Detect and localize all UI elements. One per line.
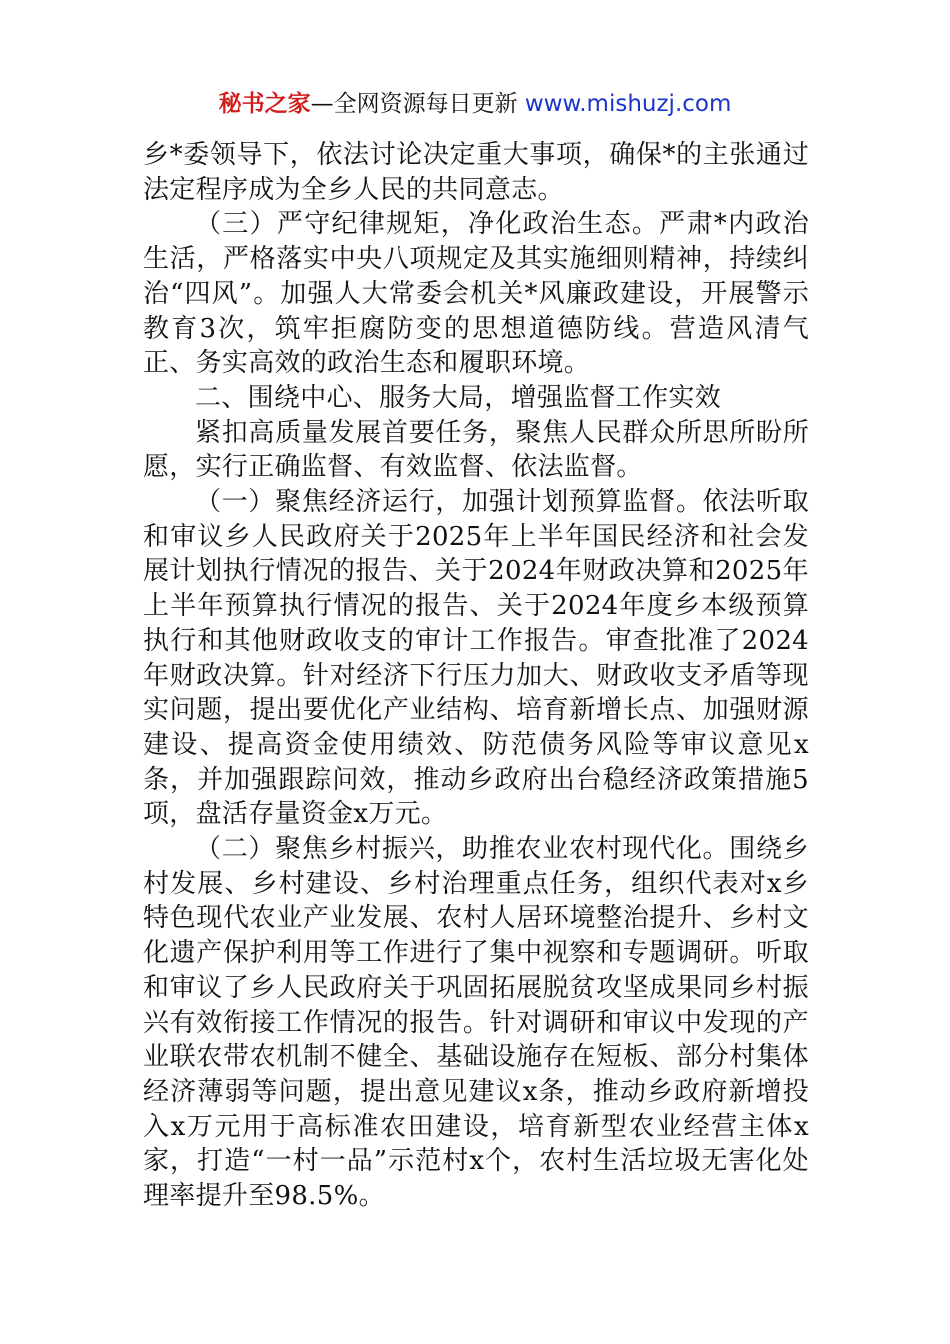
- site-header: [0, 88, 950, 120]
- paragraph-continuation: 乡*委领导下，依法讨论决定重大事项，确保*的主张通过法定程序成为全乡人民的共同意志。: [143, 140, 809, 205]
- site-url-link[interactable]: www.mishuzj.com: [524, 91, 732, 117]
- site-brand: 秘书之家: [218, 91, 311, 117]
- paragraph-intro: 紧扣高质量发展首要任务，聚焦人民群众所思所盼所愿，实行正确监督、有效监督、依法监督。: [143, 417, 809, 483]
- paragraph-discipline: （三）严守纪律规矩，净化政治生态。严肃*内政治生活，严格落实中央八项规定及其实施细则精神，持续纠治“四风”。加强人大常委会机关*风廉政建设，开展警示教育3次，筑牢拒腐防变的思想道德防线。营造风清气正、务实高效的政治生态和履职环境。: [143, 209, 809, 379]
- paragraph-economy: （一）聚焦经济运行，加强计划预算监督。依法听取和审议乡人民政府关于2025年上半年国民经济和社会发展计划执行情况的报告、关于2024年财政决算和2025年上半年预算执行情况的报告、关于2024年度乡本级预算执行和其他财政收支的审计工作报告。审查批准了2024年财政决算。针对经济下行压力加大、财政收支矛盾等现实问题，提出要优化产业结构、培育新增长点、加强财源建设、提高资金使用绩效、防范债务风险等审议意见x条，并加强跟踪问效，推动乡政府出台稳经济政策措施5项，盘活存量资金x万元。: [143, 487, 809, 830]
- document-body: [143, 138, 809, 1214]
- paragraph-rural: （二）聚焦乡村振兴，助推农业农村现代化。围绕乡村发展、乡村建设、乡村治理重点任务，组织代表对x乡特色现代农业产业发展、农村人居环境整治提升、乡村文化遗产保护利用等工作进行了集中视察和专题调研。听取和审议了乡人民政府关于巩固拓展脱贫攻坚成果同乡村振兴有效衔接工作情况的报告。针对调研和审议中发现的产业联农带农机制不健全、基础设施存在短板、部分村集体经济薄弱等问题，提出意见建议x条，推动乡政府新增投入x万元用于高标准农田建设，培育新型农业经营主体x家，打造“一村一品”示范村x个，农村生活垃圾无害化处理率提升至98.5%。: [143, 834, 809, 1212]
- site-tagline: —全网资源每日更新: [310, 91, 525, 117]
- section-heading: 二、围绕中心、服务大局，增强监督工作实效: [195, 382, 722, 413]
